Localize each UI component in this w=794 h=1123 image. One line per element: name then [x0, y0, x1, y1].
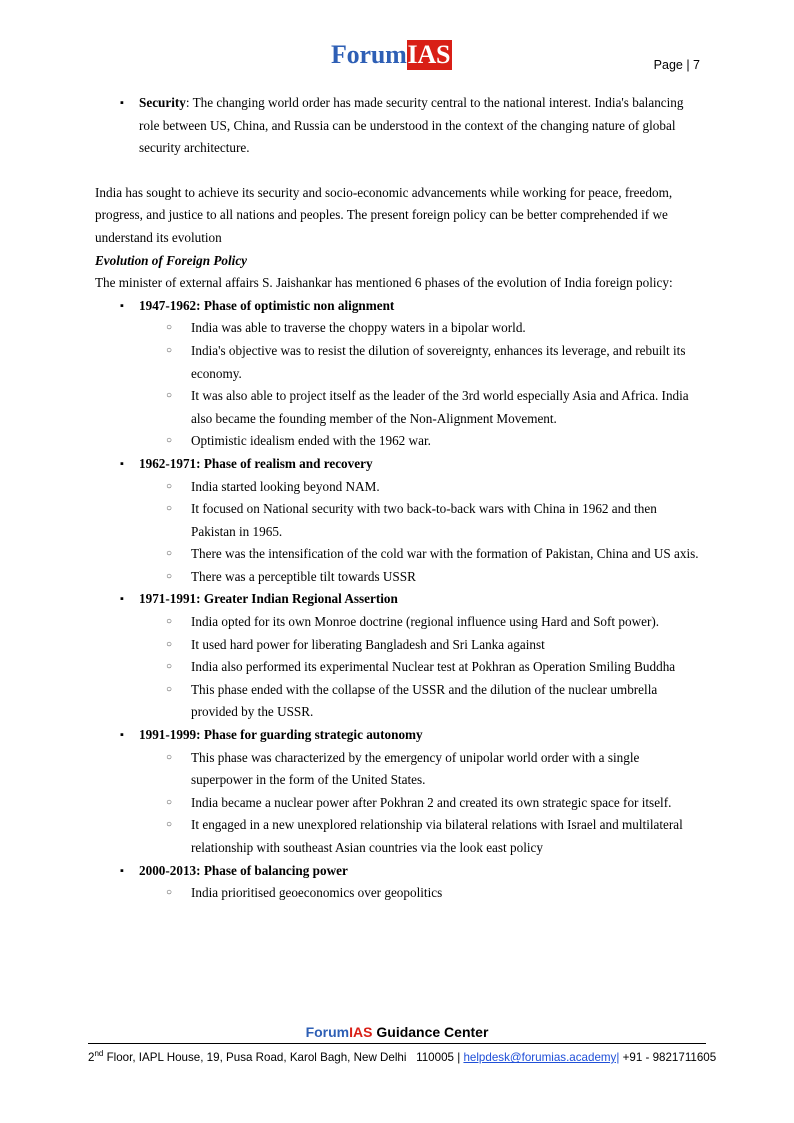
section-heading: Evolution of Foreign Policy [95, 252, 248, 268]
bullet-marker-icon: ▪ [120, 457, 124, 470]
list-item [139, 385, 699, 430]
phase-point-text: India's objective was to resist the dilution of sovereignty, enhances its leverage, and rebuilt its economy. [191, 342, 686, 381]
phase-point-text: India prioritised geoeconomics over geopolitics [191, 885, 443, 901]
list-item [139, 814, 699, 859]
sub-bullet-marker-icon: ○ [166, 796, 173, 808]
phase-points-list [139, 317, 699, 453]
page-header [0, 40, 794, 80]
phase-point-text: There was the intensification of the cold war with the formation of Pakistan, China and US axis. [191, 546, 699, 562]
logo-ias-text: IAS [407, 40, 451, 69]
list-item [95, 295, 699, 453]
list-item [95, 453, 699, 589]
footer-divider [88, 1043, 706, 1044]
sub-bullet-marker-icon: ○ [166, 616, 173, 628]
sub-bullet-marker-icon: ○ [166, 661, 173, 673]
sub-bullet-marker-icon: ○ [166, 570, 173, 582]
phase-title: 1962-1971: Phase of realism and recovery [139, 455, 373, 471]
phase-title: 1947-1962: Phase of optimistic non alignment [139, 297, 395, 313]
list-item [139, 543, 699, 566]
bullet-marker-icon: ▪ [120, 864, 124, 877]
page-number: Page | 7 [653, 58, 700, 72]
sub-bullet-marker-icon: ○ [166, 548, 173, 560]
security-bullet-body: : The changing world order has made security central to the national interest. India's balancing role between US, China, and Russia can be understood in the context of the changing nature of global security architecture. [139, 95, 684, 156]
phase-point-text: There was a perceptible tilt towards USSR [191, 568, 416, 584]
footer-address [88, 1046, 717, 1066]
forumias-logo [331, 40, 452, 70]
list-item [139, 882, 699, 905]
footer-address-main: Floor, IAPL House, 19, Pusa Road, Karol Bagh, New Delhi [103, 1051, 407, 1064]
phase-point-text: Optimistic idealism ended with the 1962 war. [191, 433, 431, 449]
sub-bullet-marker-icon: ○ [166, 638, 173, 650]
list-item [139, 566, 699, 589]
phase-point-text: It focused on National security with two back-to-back wars with China in 1962 and then Pakistan in 1965. [191, 501, 657, 539]
list-item [139, 317, 699, 340]
list-item [95, 92, 699, 160]
phase-points-list [139, 882, 699, 905]
phase-title: 2000-2013: Phase of balancing power [139, 862, 348, 878]
logo-forum-text: Forum [331, 40, 407, 69]
list-item [95, 724, 699, 860]
footer-phone: +91 - 9821711605 [622, 1051, 717, 1064]
phase-points-list [139, 476, 699, 589]
bullet-marker-icon: ▪ [120, 593, 124, 606]
phase-point-text: India was able to traverse the choppy waters in a bipolar world. [191, 320, 526, 336]
top-bullet-list [95, 92, 699, 160]
phase-point-text: India opted for its own Monroe doctrine (regional influence using Hard and Soft power). [191, 614, 660, 630]
sub-bullet-marker-icon: ○ [166, 683, 173, 695]
sub-bullet-marker-icon: ○ [166, 344, 173, 356]
list-item [139, 476, 699, 499]
footer-pincode: 110005 [416, 1051, 454, 1064]
intro-paragraph: India has sought to achieve its security and socio-economic advancements while working for peace, freedom, progress, and justice to all nations and peoples. The present foreign policy can be better comprehended if we understand its evolution [95, 184, 673, 245]
sub-bullet-marker-icon: ○ [166, 435, 173, 447]
phase-point-text: It engaged in a new unexplored relationship via bilateral relations with Israel and multilateral relationship with southeast Asian countries via the look east policy [191, 817, 683, 855]
footer-brand [88, 1024, 706, 1041]
sub-bullet-marker-icon: ○ [166, 819, 173, 831]
list-item [139, 611, 699, 634]
footer-address-ordinal: nd [94, 1049, 104, 1059]
phase-points-list [139, 747, 699, 860]
list-item [139, 656, 699, 679]
list-item [95, 588, 699, 724]
phase-point-text: India started looking beyond NAM. [191, 478, 380, 494]
security-bullet-text [139, 92, 699, 160]
list-item [139, 498, 699, 543]
list-item [139, 679, 699, 724]
phase-title: 1991-1999: Phase for guarding strategic autonomy [139, 727, 423, 743]
sub-bullet-marker-icon: ○ [166, 390, 173, 402]
footer-email-link[interactable]: helpdesk@forumias.academy| [463, 1051, 620, 1064]
phase-point-text: This phase was characterized by the emergency of unipolar world order with a single superpower in the form of the United States. [191, 749, 640, 788]
page-footer [88, 1024, 717, 1066]
sub-bullet-marker-icon: ○ [166, 887, 173, 899]
phase-point-text: India became a nuclear power after Pokhran 2 and created its own strategic space for itself. [191, 794, 672, 810]
footer-brand-forum: Forum [305, 1024, 350, 1041]
list-item [139, 430, 699, 453]
list-item [139, 634, 699, 657]
list-item [139, 747, 699, 792]
sub-bullet-marker-icon: ○ [166, 751, 173, 763]
footer-address-prefix: 2 [88, 1051, 95, 1064]
sub-bullet-marker-icon: ○ [166, 503, 173, 515]
phase-title: 1971-1991: Greater Indian Regional Assertion [139, 591, 398, 607]
list-item [139, 792, 699, 815]
phase-point-text: It used hard power for liberating Bangladesh and Sri Lanka against [191, 636, 545, 652]
phases-list [95, 295, 699, 905]
footer-brand-suffix: Guidance Center [372, 1024, 489, 1041]
phase-points-list [139, 611, 699, 724]
footer-brand-ias: IAS [349, 1024, 373, 1041]
document-content [95, 92, 699, 905]
lead-paragraph: The minister of external affairs S. Jaishankar has mentioned 6 phases of the evolution of India foreign policy: [95, 275, 673, 291]
phase-point-text: It was also able to project itself as the leader of the 3rd world especially Asia and Africa. India also became the founding member of the Non-Alignment Movement. [191, 388, 689, 426]
list-item [139, 340, 699, 385]
bullet-marker-icon: ▪ [120, 299, 124, 312]
bullet-marker-icon: ▪ [120, 729, 124, 742]
sub-bullet-marker-icon: ○ [166, 322, 173, 334]
phase-point-text: India also performed its experimental Nuclear test at Pokhran as Operation Smiling Buddha [191, 659, 676, 675]
bullet-marker-icon: ▪ [120, 97, 124, 109]
list-item [95, 860, 699, 905]
security-bullet-lead: Security [139, 95, 186, 110]
phase-point-text: This phase ended with the collapse of the USSR and the dilution of the nuclear umbrella provided by the USSR. [191, 681, 658, 720]
sub-bullet-marker-icon: ○ [166, 480, 173, 492]
footer-separator: | [457, 1051, 461, 1064]
